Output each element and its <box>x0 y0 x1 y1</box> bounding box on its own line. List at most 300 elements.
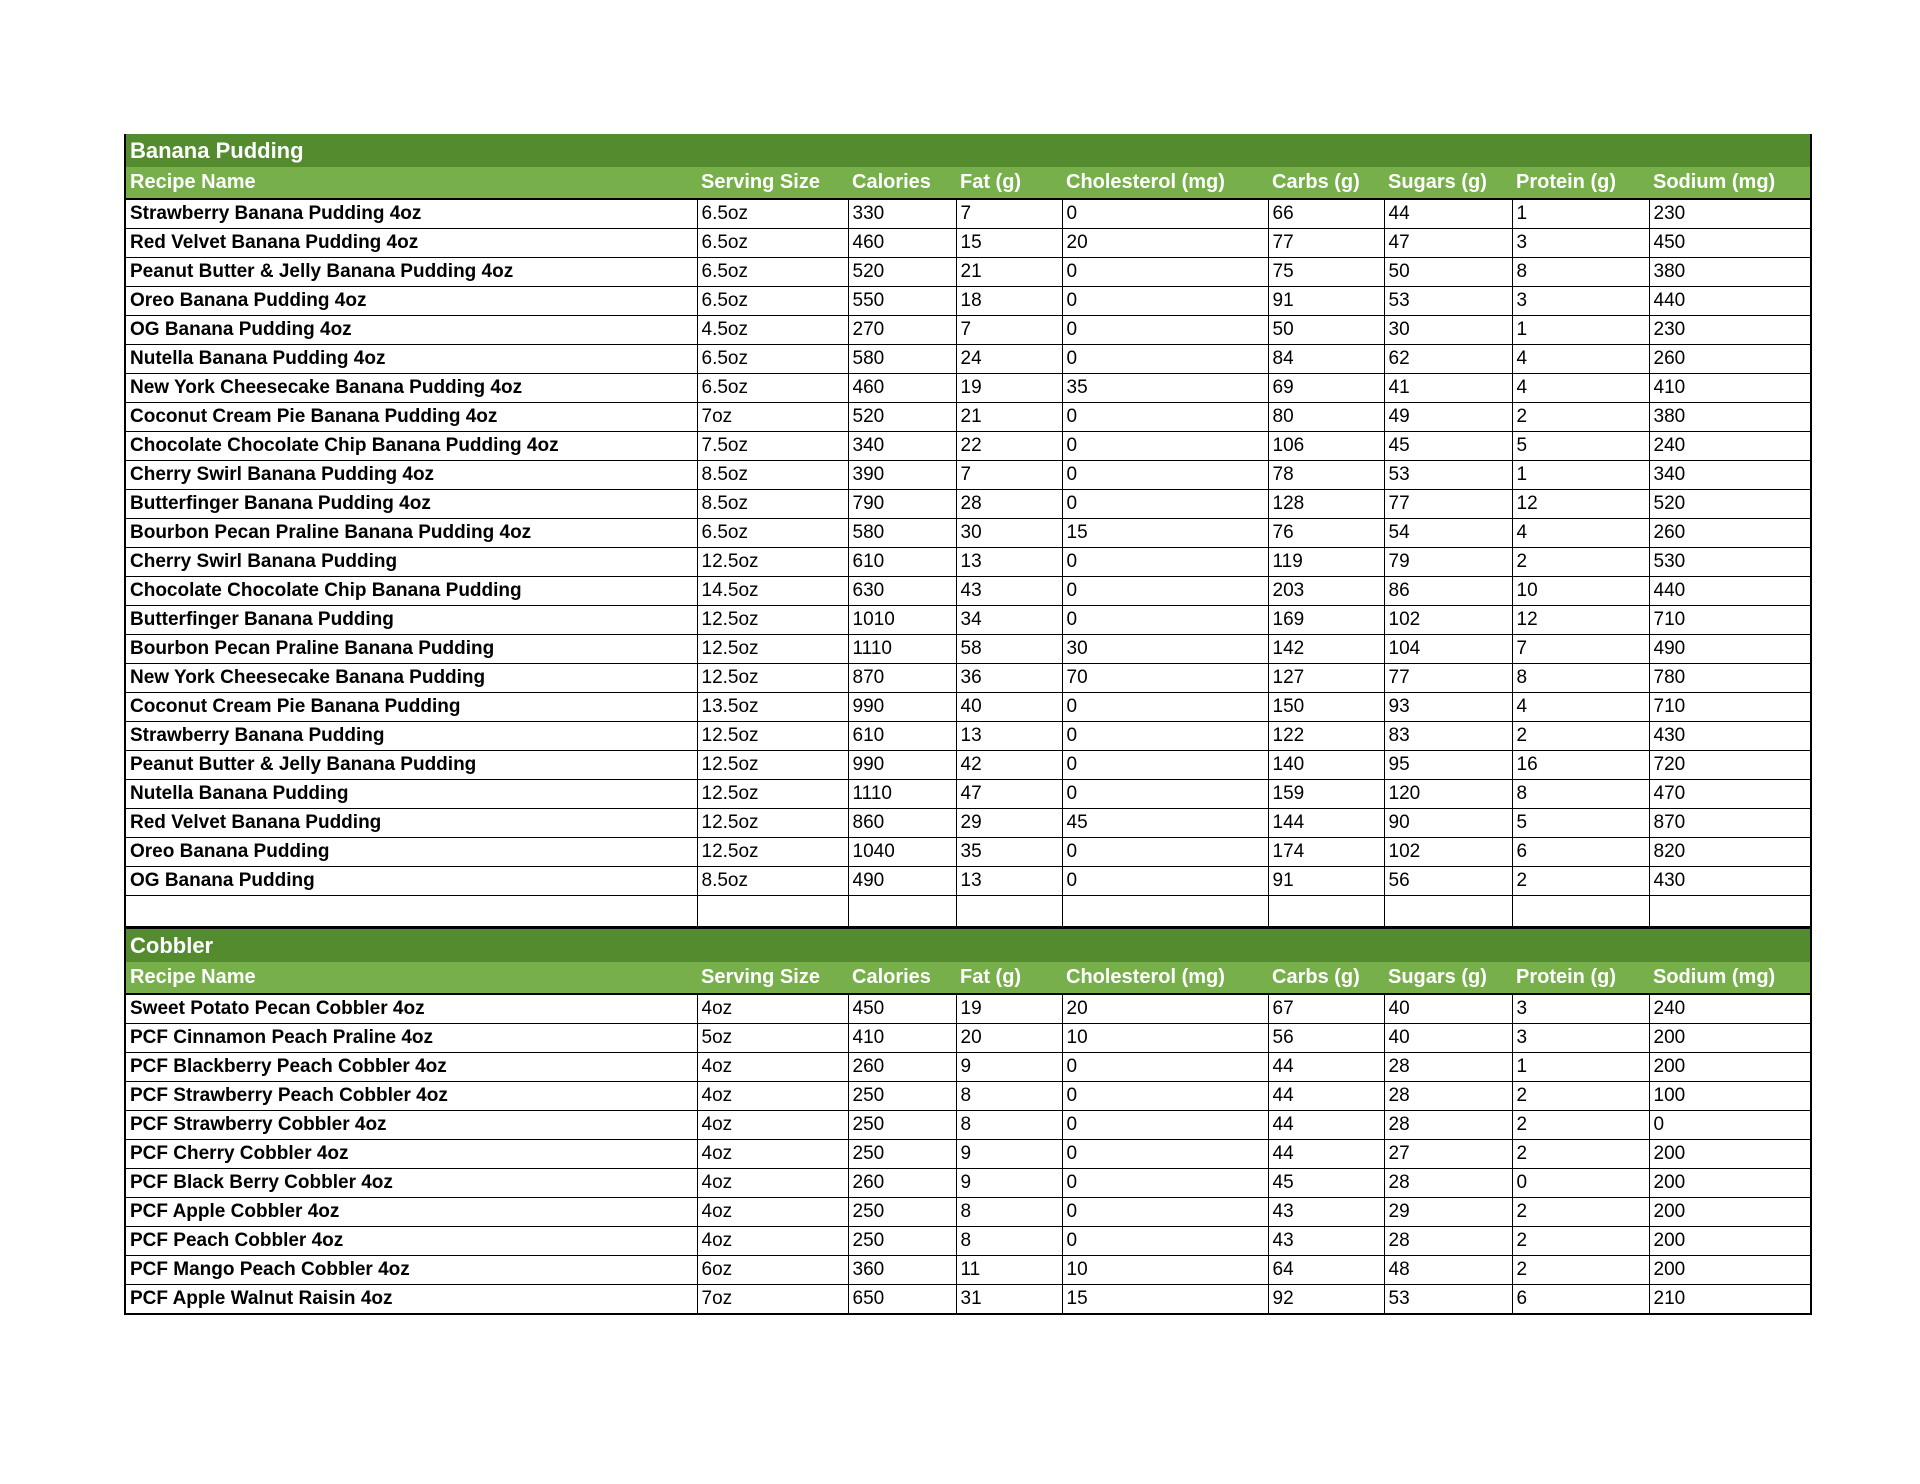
cell-sugars-g: 90 <box>1384 809 1512 838</box>
cell-protein-g: 2 <box>1512 1111 1649 1140</box>
table-row <box>125 229 1811 258</box>
cell-calories: 860 <box>848 809 956 838</box>
empty-cell <box>1268 896 1384 928</box>
cell-fat-g: 7 <box>956 316 1062 345</box>
cell-sugars-g: 28 <box>1384 1053 1512 1082</box>
recipe-name-cell: OG Banana Pudding <box>125 867 697 896</box>
cell-cholesterol-mg: 0 <box>1062 606 1268 635</box>
column-header-protein-g: Protein (g) <box>1512 167 1649 199</box>
cell-calories: 610 <box>848 548 956 577</box>
cell-cholesterol-mg: 0 <box>1062 1111 1268 1140</box>
cell-fat-g: 35 <box>956 838 1062 867</box>
cell-sodium-mg: 440 <box>1649 577 1811 606</box>
cell-fat-g: 36 <box>956 664 1062 693</box>
nutrition-table <box>124 134 1812 1315</box>
cell-fat-g: 8 <box>956 1111 1062 1140</box>
cell-sugars-g: 102 <box>1384 838 1512 867</box>
cell-carbs-g: 50 <box>1268 316 1384 345</box>
cell-cholesterol-mg: 0 <box>1062 403 1268 432</box>
cell-fat-g: 43 <box>956 577 1062 606</box>
cell-sodium-mg: 380 <box>1649 258 1811 287</box>
cell-carbs-g: 76 <box>1268 519 1384 548</box>
cell-sugars-g: 50 <box>1384 258 1512 287</box>
recipe-name-cell: PCF Apple Cobbler 4oz <box>125 1198 697 1227</box>
cell-cholesterol-mg: 0 <box>1062 461 1268 490</box>
cell-cholesterol-mg: 0 <box>1062 1082 1268 1111</box>
table-row <box>125 432 1811 461</box>
cell-calories: 250 <box>848 1111 956 1140</box>
cell-calories: 610 <box>848 722 956 751</box>
cell-sugars-g: 40 <box>1384 994 1512 1024</box>
cell-carbs-g: 69 <box>1268 374 1384 403</box>
recipe-name-cell: PCF Peach Cobbler 4oz <box>125 1227 697 1256</box>
cell-serving-size: 14.5oz <box>697 577 848 606</box>
cell-protein-g: 3 <box>1512 1024 1649 1053</box>
cell-sodium-mg: 230 <box>1649 316 1811 345</box>
cell-serving-size: 7oz <box>697 1285 848 1315</box>
cell-serving-size: 5oz <box>697 1024 848 1053</box>
table-row <box>125 606 1811 635</box>
cell-cholesterol-mg: 0 <box>1062 1053 1268 1082</box>
recipe-name-cell: PCF Strawberry Cobbler 4oz <box>125 1111 697 1140</box>
cell-carbs-g: 64 <box>1268 1256 1384 1285</box>
column-header-recipe-name: Recipe Name <box>125 962 697 994</box>
empty-cell <box>1649 896 1811 928</box>
cell-sodium-mg: 470 <box>1649 780 1811 809</box>
empty-cell <box>956 896 1062 928</box>
cell-fat-g: 11 <box>956 1256 1062 1285</box>
recipe-name-cell: New York Cheesecake Banana Pudding 4oz <box>125 374 697 403</box>
cell-sugars-g: 28 <box>1384 1111 1512 1140</box>
cell-calories: 330 <box>848 199 956 229</box>
cell-serving-size: 6.5oz <box>697 374 848 403</box>
cell-fat-g: 9 <box>956 1169 1062 1198</box>
table-row <box>125 1082 1811 1111</box>
cell-serving-size: 4oz <box>697 1140 848 1169</box>
cell-calories: 1010 <box>848 606 956 635</box>
cell-carbs-g: 128 <box>1268 490 1384 519</box>
cell-cholesterol-mg: 30 <box>1062 635 1268 664</box>
cell-serving-size: 6.5oz <box>697 519 848 548</box>
cell-carbs-g: 127 <box>1268 664 1384 693</box>
cell-carbs-g: 44 <box>1268 1053 1384 1082</box>
cell-carbs-g: 44 <box>1268 1140 1384 1169</box>
nutrition-sheet <box>124 134 1810 1315</box>
cell-protein-g: 2 <box>1512 1227 1649 1256</box>
table-row <box>125 548 1811 577</box>
cell-calories: 250 <box>848 1082 956 1111</box>
recipe-name-cell: PCF Apple Walnut Raisin 4oz <box>125 1285 697 1315</box>
recipe-name-cell: PCF Black Berry Cobbler 4oz <box>125 1169 697 1198</box>
table-row <box>125 374 1811 403</box>
cell-sugars-g: 47 <box>1384 229 1512 258</box>
cell-calories: 250 <box>848 1198 956 1227</box>
cell-carbs-g: 159 <box>1268 780 1384 809</box>
cell-carbs-g: 91 <box>1268 867 1384 896</box>
recipe-name-cell: Butterfinger Banana Pudding 4oz <box>125 490 697 519</box>
cell-sodium-mg: 0 <box>1649 1111 1811 1140</box>
cell-protein-g: 0 <box>1512 1169 1649 1198</box>
cell-cholesterol-mg: 0 <box>1062 751 1268 780</box>
cell-serving-size: 8.5oz <box>697 490 848 519</box>
cell-fat-g: 28 <box>956 490 1062 519</box>
column-header-serving-size: Serving Size <box>697 167 848 199</box>
column-header-carbs-g: Carbs (g) <box>1268 167 1384 199</box>
table-row <box>125 1140 1811 1169</box>
cell-serving-size: 8.5oz <box>697 867 848 896</box>
cell-sugars-g: 27 <box>1384 1140 1512 1169</box>
cell-calories: 870 <box>848 664 956 693</box>
cell-fat-g: 9 <box>956 1053 1062 1082</box>
cell-serving-size: 7oz <box>697 403 848 432</box>
cell-serving-size: 12.5oz <box>697 606 848 635</box>
cell-carbs-g: 92 <box>1268 1285 1384 1315</box>
cell-serving-size: 6oz <box>697 1256 848 1285</box>
cell-cholesterol-mg: 0 <box>1062 316 1268 345</box>
table-row <box>125 1285 1811 1315</box>
recipe-name-cell: Coconut Cream Pie Banana Pudding <box>125 693 697 722</box>
cell-sodium-mg: 710 <box>1649 606 1811 635</box>
cell-protein-g: 2 <box>1512 1140 1649 1169</box>
cell-protein-g: 4 <box>1512 693 1649 722</box>
cell-serving-size: 6.5oz <box>697 229 848 258</box>
cell-carbs-g: 75 <box>1268 258 1384 287</box>
column-header-calories: Calories <box>848 167 956 199</box>
column-header-carbs-g: Carbs (g) <box>1268 962 1384 994</box>
cell-sodium-mg: 530 <box>1649 548 1811 577</box>
recipe-name-cell: OG Banana Pudding 4oz <box>125 316 697 345</box>
cell-calories: 1110 <box>848 635 956 664</box>
table-row <box>125 1169 1811 1198</box>
table-row <box>125 403 1811 432</box>
cell-cholesterol-mg: 0 <box>1062 867 1268 896</box>
cell-protein-g: 4 <box>1512 374 1649 403</box>
cell-protein-g: 2 <box>1512 548 1649 577</box>
cell-serving-size: 8.5oz <box>697 461 848 490</box>
recipe-name-cell: PCF Blackberry Peach Cobbler 4oz <box>125 1053 697 1082</box>
cell-fat-g: 47 <box>956 780 1062 809</box>
cell-fat-g: 9 <box>956 1140 1062 1169</box>
cell-sugars-g: 77 <box>1384 664 1512 693</box>
cell-cholesterol-mg: 0 <box>1062 1169 1268 1198</box>
cell-carbs-g: 78 <box>1268 461 1384 490</box>
cell-sugars-g: 41 <box>1384 374 1512 403</box>
cell-serving-size: 4oz <box>697 1169 848 1198</box>
cell-cholesterol-mg: 0 <box>1062 838 1268 867</box>
recipe-name-cell: Strawberry Banana Pudding <box>125 722 697 751</box>
cell-carbs-g: 44 <box>1268 1082 1384 1111</box>
table-row <box>125 635 1811 664</box>
cell-sodium-mg: 720 <box>1649 751 1811 780</box>
cell-calories: 270 <box>848 316 956 345</box>
cell-sugars-g: 83 <box>1384 722 1512 751</box>
cell-sodium-mg: 240 <box>1649 432 1811 461</box>
cell-protein-g: 2 <box>1512 403 1649 432</box>
cell-fat-g: 13 <box>956 867 1062 896</box>
cell-protein-g: 2 <box>1512 1082 1649 1111</box>
cell-calories: 990 <box>848 693 956 722</box>
cell-protein-g: 2 <box>1512 722 1649 751</box>
cell-carbs-g: 106 <box>1268 432 1384 461</box>
table-row <box>125 1024 1811 1053</box>
cell-protein-g: 1 <box>1512 461 1649 490</box>
cell-serving-size: 4oz <box>697 1111 848 1140</box>
cell-cholesterol-mg: 0 <box>1062 490 1268 519</box>
cell-cholesterol-mg: 0 <box>1062 693 1268 722</box>
cell-protein-g: 7 <box>1512 635 1649 664</box>
table-row <box>125 1227 1811 1256</box>
cell-calories: 340 <box>848 432 956 461</box>
cell-cholesterol-mg: 10 <box>1062 1024 1268 1053</box>
cell-carbs-g: 119 <box>1268 548 1384 577</box>
table-row <box>125 316 1811 345</box>
column-header-sugars-g: Sugars (g) <box>1384 167 1512 199</box>
cell-fat-g: 18 <box>956 287 1062 316</box>
cell-sodium-mg: 200 <box>1649 1256 1811 1285</box>
cell-sodium-mg: 210 <box>1649 1285 1811 1315</box>
recipe-name-cell: Oreo Banana Pudding 4oz <box>125 287 697 316</box>
cell-calories: 460 <box>848 374 956 403</box>
cell-protein-g: 12 <box>1512 606 1649 635</box>
empty-cell <box>1384 896 1512 928</box>
cell-protein-g: 6 <box>1512 838 1649 867</box>
cell-sodium-mg: 200 <box>1649 1053 1811 1082</box>
cell-fat-g: 19 <box>956 994 1062 1024</box>
table-row <box>125 577 1811 606</box>
cell-fat-g: 31 <box>956 1285 1062 1315</box>
cell-protein-g: 3 <box>1512 229 1649 258</box>
cell-calories: 260 <box>848 1169 956 1198</box>
cell-cholesterol-mg: 0 <box>1062 258 1268 287</box>
cell-sugars-g: 44 <box>1384 199 1512 229</box>
column-header-fat-g: Fat (g) <box>956 167 1062 199</box>
cell-protein-g: 16 <box>1512 751 1649 780</box>
table-row <box>125 994 1811 1024</box>
cell-sodium-mg: 780 <box>1649 664 1811 693</box>
cell-calories: 410 <box>848 1024 956 1053</box>
recipe-name-cell: Red Velvet Banana Pudding 4oz <box>125 229 697 258</box>
cell-protein-g: 8 <box>1512 258 1649 287</box>
cell-serving-size: 7.5oz <box>697 432 848 461</box>
cell-sugars-g: 28 <box>1384 1169 1512 1198</box>
cell-sugars-g: 28 <box>1384 1227 1512 1256</box>
cell-carbs-g: 67 <box>1268 994 1384 1024</box>
cell-sugars-g: 120 <box>1384 780 1512 809</box>
cell-cholesterol-mg: 0 <box>1062 1198 1268 1227</box>
cell-fat-g: 24 <box>956 345 1062 374</box>
cell-serving-size: 6.5oz <box>697 199 848 229</box>
cell-sodium-mg: 450 <box>1649 229 1811 258</box>
table-row <box>125 1053 1811 1082</box>
column-header-row <box>125 167 1811 199</box>
cell-serving-size: 13.5oz <box>697 693 848 722</box>
table-row <box>125 751 1811 780</box>
empty-cell <box>1062 896 1268 928</box>
cell-sugars-g: 53 <box>1384 287 1512 316</box>
cell-fat-g: 20 <box>956 1024 1062 1053</box>
cell-protein-g: 4 <box>1512 519 1649 548</box>
cell-fat-g: 40 <box>956 693 1062 722</box>
cell-serving-size: 4oz <box>697 1082 848 1111</box>
cell-serving-size: 12.5oz <box>697 838 848 867</box>
cell-serving-size: 12.5oz <box>697 722 848 751</box>
cell-serving-size: 12.5oz <box>697 809 848 838</box>
recipe-name-cell: Oreo Banana Pudding <box>125 838 697 867</box>
cell-fat-g: 42 <box>956 751 1062 780</box>
cell-cholesterol-mg: 0 <box>1062 780 1268 809</box>
recipe-name-cell: PCF Strawberry Peach Cobbler 4oz <box>125 1082 697 1111</box>
recipe-name-cell: Butterfinger Banana Pudding <box>125 606 697 635</box>
table-row <box>125 287 1811 316</box>
recipe-name-cell: PCF Cherry Cobbler 4oz <box>125 1140 697 1169</box>
cell-serving-size: 6.5oz <box>697 287 848 316</box>
cell-cholesterol-mg: 0 <box>1062 287 1268 316</box>
cell-calories: 520 <box>848 258 956 287</box>
blank-row <box>125 896 1811 928</box>
table-row <box>125 1256 1811 1285</box>
cell-protein-g: 6 <box>1512 1285 1649 1315</box>
cell-protein-g: 1 <box>1512 1053 1649 1082</box>
recipe-name-cell: Chocolate Chocolate Chip Banana Pudding <box>125 577 697 606</box>
cell-serving-size: 6.5oz <box>697 258 848 287</box>
cell-carbs-g: 80 <box>1268 403 1384 432</box>
cell-calories: 990 <box>848 751 956 780</box>
table-row <box>125 519 1811 548</box>
column-header-fat-g: Fat (g) <box>956 962 1062 994</box>
cell-fat-g: 21 <box>956 258 1062 287</box>
cell-fat-g: 19 <box>956 374 1062 403</box>
cell-fat-g: 30 <box>956 519 1062 548</box>
cell-sodium-mg: 340 <box>1649 461 1811 490</box>
cell-carbs-g: 91 <box>1268 287 1384 316</box>
cell-calories: 390 <box>848 461 956 490</box>
column-header-cholesterol-mg: Cholesterol (mg) <box>1062 167 1268 199</box>
cell-protein-g: 2 <box>1512 1198 1649 1227</box>
column-header-row <box>125 962 1811 994</box>
cell-carbs-g: 150 <box>1268 693 1384 722</box>
cell-fat-g: 29 <box>956 809 1062 838</box>
column-header-protein-g: Protein (g) <box>1512 962 1649 994</box>
cell-calories: 1040 <box>848 838 956 867</box>
cell-carbs-g: 142 <box>1268 635 1384 664</box>
cell-calories: 790 <box>848 490 956 519</box>
cell-calories: 450 <box>848 994 956 1024</box>
table-row <box>125 780 1811 809</box>
section-cobbler <box>125 928 1811 1315</box>
cell-carbs-g: 45 <box>1268 1169 1384 1198</box>
cell-sugars-g: 28 <box>1384 1082 1512 1111</box>
column-header-sugars-g: Sugars (g) <box>1384 962 1512 994</box>
cell-protein-g: 12 <box>1512 490 1649 519</box>
recipe-name-cell: Peanut Butter & Jelly Banana Pudding <box>125 751 697 780</box>
section-banana-pudding <box>125 134 1811 928</box>
recipe-name-cell: Sweet Potato Pecan Cobbler 4oz <box>125 994 697 1024</box>
cell-sugars-g: 49 <box>1384 403 1512 432</box>
table-row <box>125 838 1811 867</box>
cell-sugars-g: 93 <box>1384 693 1512 722</box>
cell-sodium-mg: 100 <box>1649 1082 1811 1111</box>
column-header-calories: Calories <box>848 962 956 994</box>
section-title: Cobbler <box>125 928 1811 963</box>
cell-calories: 490 <box>848 867 956 896</box>
cell-carbs-g: 77 <box>1268 229 1384 258</box>
cell-cholesterol-mg: 0 <box>1062 1140 1268 1169</box>
cell-fat-g: 7 <box>956 199 1062 229</box>
cell-carbs-g: 56 <box>1268 1024 1384 1053</box>
cell-sodium-mg: 200 <box>1649 1198 1811 1227</box>
empty-cell <box>1512 896 1649 928</box>
cell-calories: 1110 <box>848 780 956 809</box>
cell-carbs-g: 169 <box>1268 606 1384 635</box>
cell-calories: 250 <box>848 1227 956 1256</box>
table-row <box>125 867 1811 896</box>
cell-sugars-g: 104 <box>1384 635 1512 664</box>
cell-sugars-g: 102 <box>1384 606 1512 635</box>
cell-sugars-g: 62 <box>1384 345 1512 374</box>
cell-sugars-g: 54 <box>1384 519 1512 548</box>
cell-protein-g: 5 <box>1512 432 1649 461</box>
cell-serving-size: 4.5oz <box>697 316 848 345</box>
cell-sodium-mg: 200 <box>1649 1024 1811 1053</box>
cell-protein-g: 8 <box>1512 664 1649 693</box>
column-header-sodium-mg: Sodium (mg) <box>1649 962 1811 994</box>
cell-fat-g: 58 <box>956 635 1062 664</box>
cell-calories: 260 <box>848 1053 956 1082</box>
cell-calories: 520 <box>848 403 956 432</box>
cell-calories: 250 <box>848 1140 956 1169</box>
cell-protein-g: 5 <box>1512 809 1649 838</box>
column-header-serving-size: Serving Size <box>697 962 848 994</box>
cell-serving-size: 4oz <box>697 994 848 1024</box>
cell-calories: 360 <box>848 1256 956 1285</box>
cell-calories: 550 <box>848 287 956 316</box>
table-row <box>125 722 1811 751</box>
cell-sugars-g: 77 <box>1384 490 1512 519</box>
cell-protein-g: 2 <box>1512 1256 1649 1285</box>
cell-cholesterol-mg: 0 <box>1062 345 1268 374</box>
cell-carbs-g: 174 <box>1268 838 1384 867</box>
cell-sodium-mg: 200 <box>1649 1169 1811 1198</box>
cell-sugars-g: 79 <box>1384 548 1512 577</box>
cell-serving-size: 6.5oz <box>697 345 848 374</box>
cell-protein-g: 1 <box>1512 316 1649 345</box>
cell-cholesterol-mg: 20 <box>1062 994 1268 1024</box>
cell-protein-g: 3 <box>1512 994 1649 1024</box>
cell-carbs-g: 203 <box>1268 577 1384 606</box>
cell-sugars-g: 45 <box>1384 432 1512 461</box>
cell-sodium-mg: 490 <box>1649 635 1811 664</box>
cell-protein-g: 8 <box>1512 780 1649 809</box>
cell-calories: 580 <box>848 519 956 548</box>
cell-serving-size: 12.5oz <box>697 751 848 780</box>
cell-sugars-g: 53 <box>1384 1285 1512 1315</box>
recipe-name-cell: Nutella Banana Pudding <box>125 780 697 809</box>
cell-sodium-mg: 230 <box>1649 199 1811 229</box>
cell-sodium-mg: 410 <box>1649 374 1811 403</box>
empty-cell <box>125 896 697 928</box>
cell-sugars-g: 48 <box>1384 1256 1512 1285</box>
cell-carbs-g: 144 <box>1268 809 1384 838</box>
recipe-name-cell: PCF Mango Peach Cobbler 4oz <box>125 1256 697 1285</box>
cell-sugars-g: 53 <box>1384 461 1512 490</box>
cell-cholesterol-mg: 20 <box>1062 229 1268 258</box>
recipe-name-cell: Cherry Swirl Banana Pudding 4oz <box>125 461 697 490</box>
cell-calories: 580 <box>848 345 956 374</box>
cell-sodium-mg: 430 <box>1649 722 1811 751</box>
cell-fat-g: 13 <box>956 548 1062 577</box>
table-row <box>125 461 1811 490</box>
cell-fat-g: 34 <box>956 606 1062 635</box>
